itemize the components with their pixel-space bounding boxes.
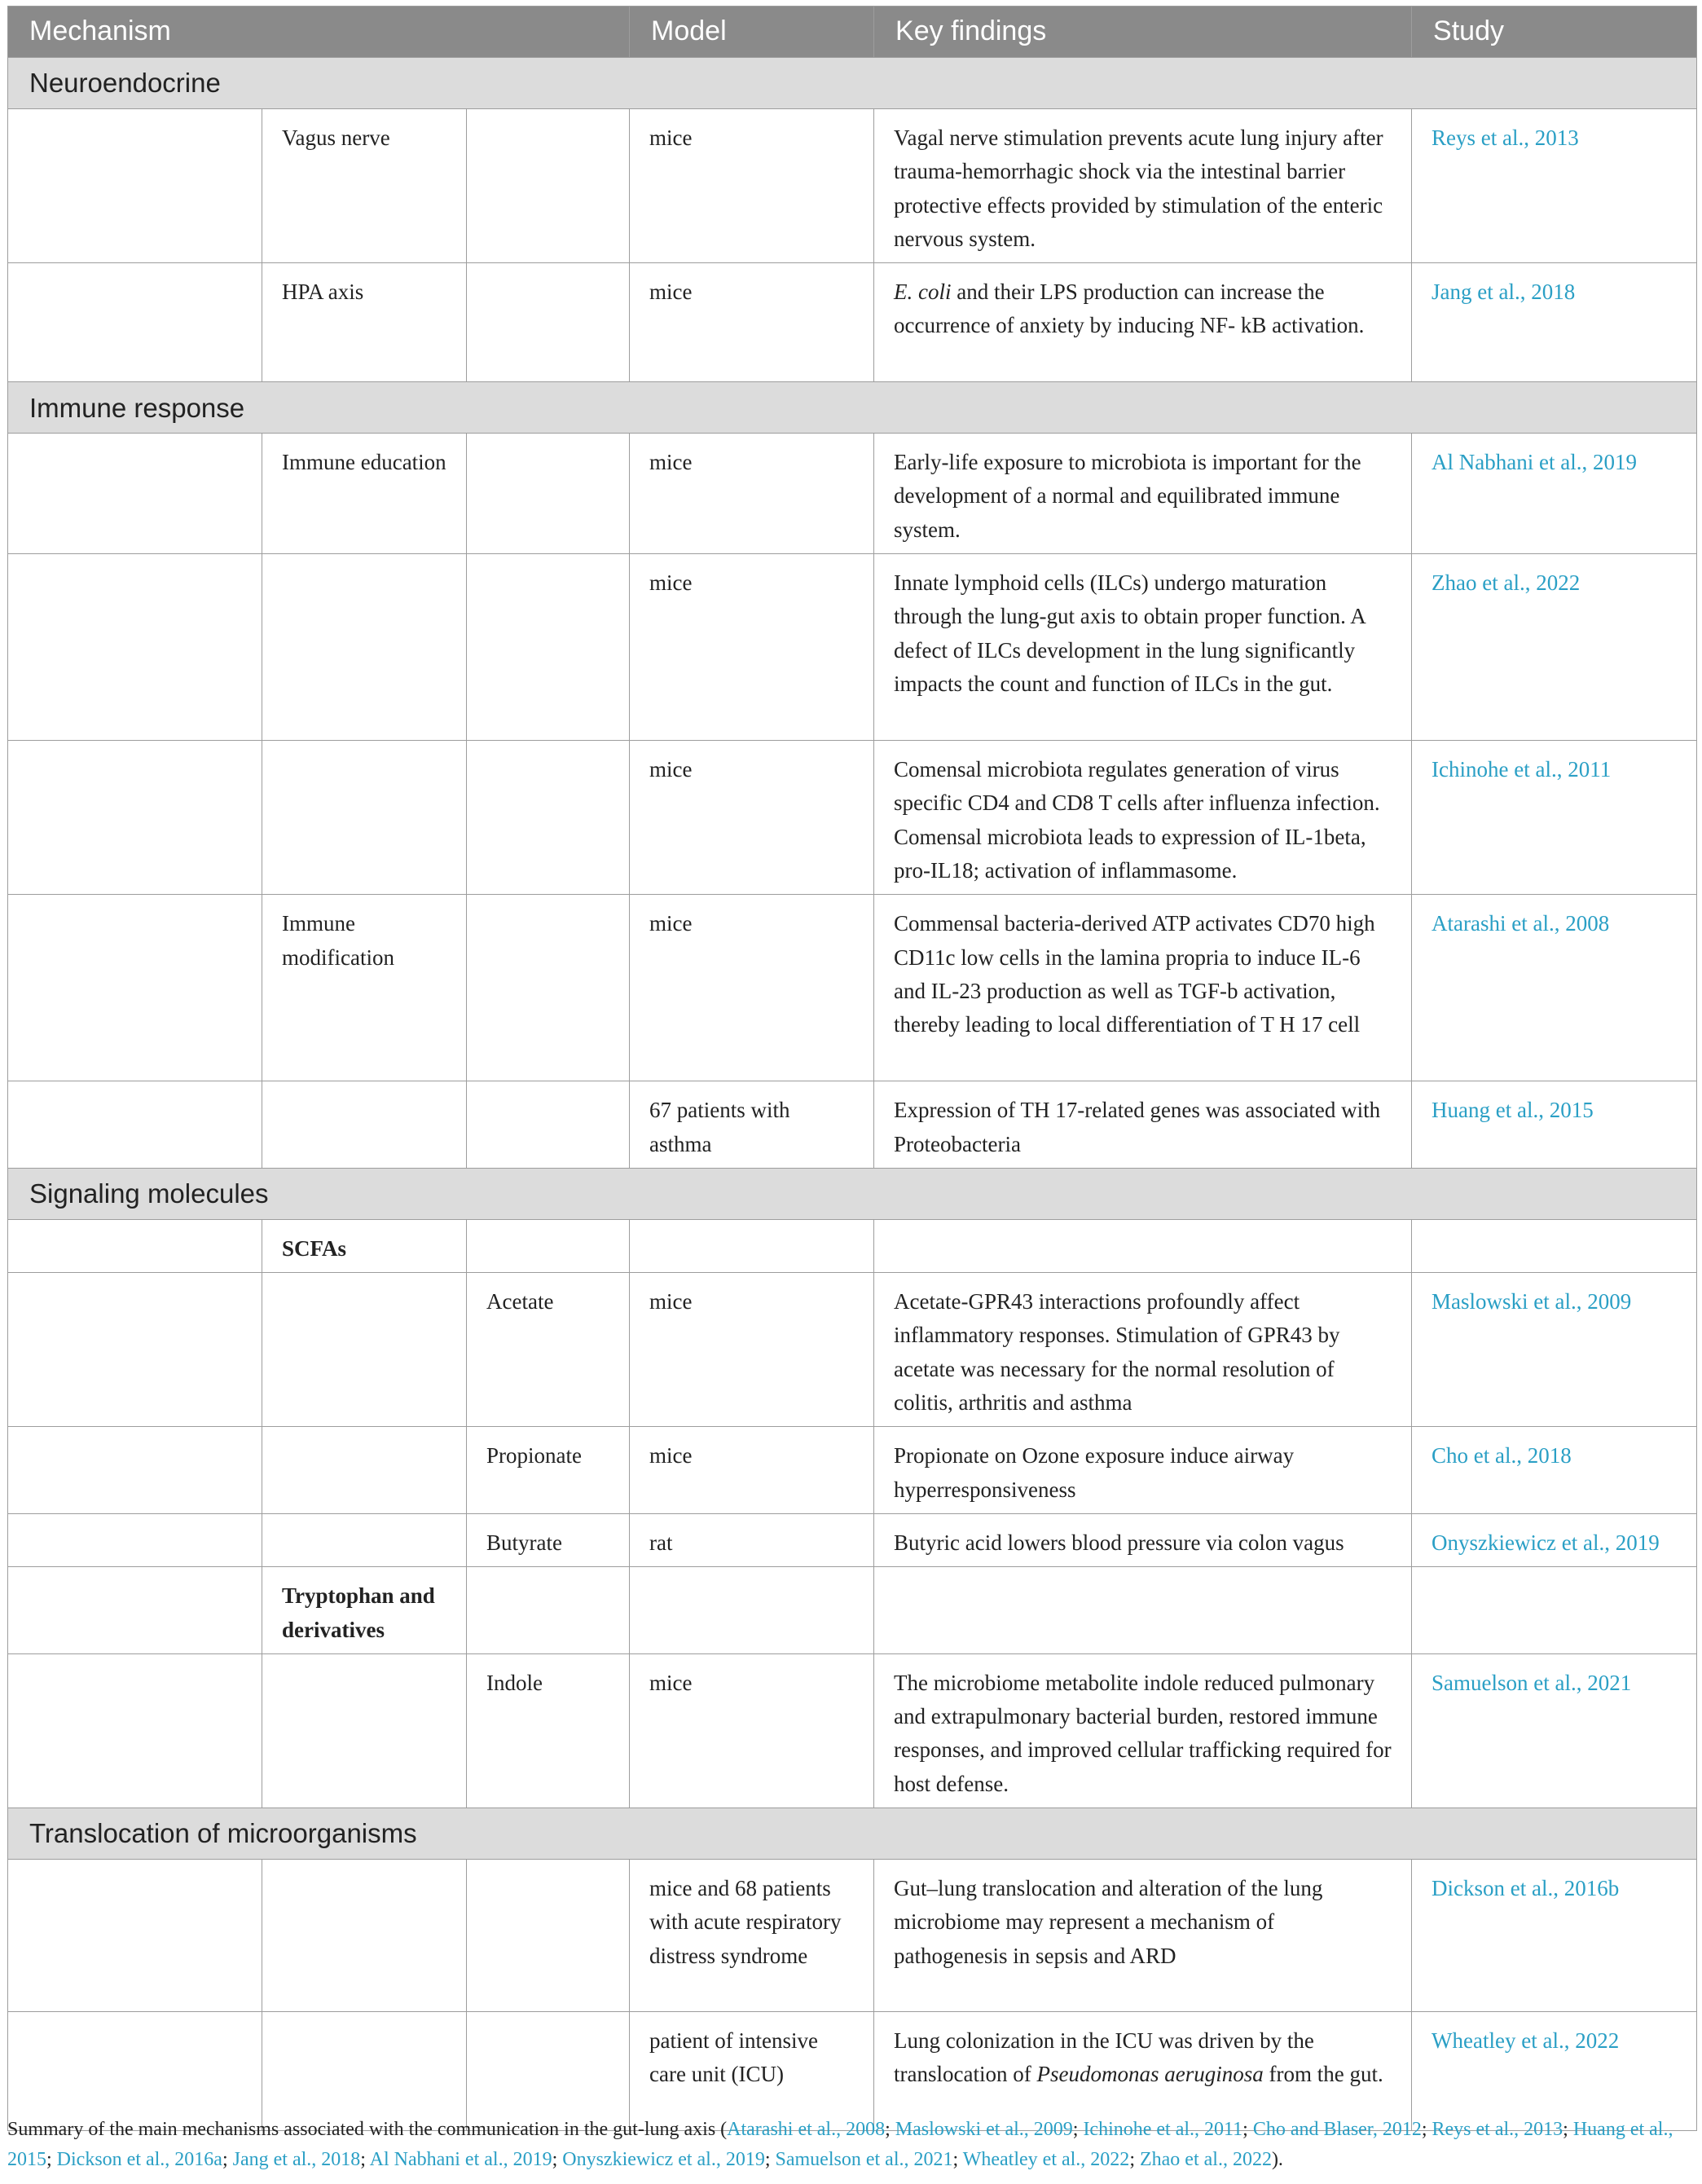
mechanism-subsub: Acetate: [467, 1273, 630, 1427]
cell-empty: [262, 1273, 467, 1427]
cell-empty: [1412, 1567, 1697, 1654]
model-cell: 67 patients with asthma: [630, 1081, 874, 1169]
model-cell: mice: [630, 109, 874, 263]
cell-empty: [262, 1653, 467, 1808]
finding-cell: Comensal microbiota regulates generation of virus specific CD4 and CD8 T cells after influenza infection. Comensal microbiota leads to expression of IL-1beta, pro-IL18; activation of inflammasome.: [874, 741, 1412, 895]
section-row: [8, 58, 1697, 109]
cell-empty: [8, 1513, 262, 1566]
study-link[interactable]: Samuelson et al., 2021: [1412, 1653, 1697, 1808]
cell-empty: [262, 1513, 467, 1566]
model-cell: mice and 68 patients with acute respiratory distress syndrome: [630, 1860, 874, 2012]
mechanism-subsub: Propionate: [467, 1427, 630, 1514]
finding-italic: Pseudomonas aeruginosa: [1036, 2062, 1264, 2087]
study-link[interactable]: Huang et al., 2015: [1412, 1081, 1697, 1169]
finding-cell: Vagal nerve stimulation prevents acute lung injury after trauma-hemorrhagic shock via the intestinal barrier protective effects provided by stimulation of the enteric nervous system.: [874, 109, 1412, 263]
finding-cell: Propionate on Ozone exposure induce airway hyperresponsiveness: [874, 1427, 1412, 1514]
cell-empty: [8, 1860, 262, 2012]
study-link[interactable]: Reys et al., 2013: [1412, 109, 1697, 263]
table-row: [8, 895, 1697, 1081]
caption-separator: ;: [952, 2149, 963, 2170]
caption-citation-link[interactable]: Reys et al., 2013: [1432, 2119, 1563, 2140]
table-caption: [7, 2115, 1696, 2175]
cell-empty: [8, 1653, 262, 1808]
header-model: Model: [630, 7, 874, 58]
caption-citation-link[interactable]: Atarashi et al., 2008: [727, 2119, 886, 2140]
caption-citation-link[interactable]: Cho and Blaser, 2012: [1252, 2119, 1422, 2140]
caption-suffix: ).: [1271, 2149, 1283, 2170]
cell-empty: [874, 1567, 1412, 1654]
cell-empty: [262, 1860, 467, 2012]
caption-separator: ;: [1421, 2119, 1432, 2140]
caption-separator: ;: [222, 2149, 233, 2170]
model-cell: mice: [630, 1427, 874, 1514]
finding-text: Lung colonization in the ICU was driven by the translocation of: [894, 2028, 1314, 2087]
table-row: [8, 1513, 1697, 1566]
cell-empty: [8, 1219, 262, 1272]
header-study: Study: [1412, 7, 1697, 58]
cell-empty: [8, 895, 262, 1081]
finding-text: and their LPS production can increase the occurrence of anxiety by inducing NF- kB activation.: [894, 280, 1365, 338]
mechanism-sub: Vagus nerve: [262, 109, 467, 263]
header-mechanism: Mechanism: [8, 7, 630, 58]
finding-italic: E. coli: [894, 280, 952, 305]
cell-empty: [262, 2012, 467, 2131]
finding-cell: [874, 2012, 1412, 2131]
study-link[interactable]: Wheatley et al., 2022: [1412, 2012, 1697, 2131]
cell-empty: [467, 1567, 630, 1654]
caption-separator: ;: [1072, 2119, 1084, 2140]
section-row: [8, 1808, 1697, 1860]
mechanism-sub-heading: Tryptophan and derivatives: [262, 1567, 467, 1654]
finding-cell: Early-life exposure to microbiota is important for the development of a normal and equilibrated immune system.: [874, 434, 1412, 554]
cell-empty: [8, 1081, 262, 1169]
cell-empty: [8, 2012, 262, 2131]
header-row: [8, 7, 1697, 58]
table-row: [8, 1860, 1697, 2012]
study-link[interactable]: Cho et al., 2018: [1412, 1427, 1697, 1514]
caption-separator: ;: [1129, 2149, 1140, 2170]
caption-citation-link[interactable]: Samuelson et al., 2021: [775, 2149, 953, 2170]
caption-separator: ;: [764, 2149, 776, 2170]
caption-citation-link[interactable]: Zhao et al., 2022: [1139, 2149, 1272, 2170]
table-row: [8, 434, 1697, 554]
model-cell: mice: [630, 1273, 874, 1427]
table-row: [8, 1273, 1697, 1427]
cell-empty: [8, 1273, 262, 1427]
caption-prefix: Summary of the main mechanisms associated with the communication in the gut-lung axis (: [7, 2119, 728, 2140]
cell-empty: [874, 1219, 1412, 1272]
table-row: [8, 1427, 1697, 1514]
cell-empty: [8, 434, 262, 554]
mechanism-subsub: Butyrate: [467, 1513, 630, 1566]
study-link[interactable]: Maslowski et al., 2009: [1412, 1273, 1697, 1427]
cell-empty: [8, 554, 262, 741]
finding-cell: The microbiome metabolite indole reduced pulmonary and extrapulmonary bacterial burden, restored immune responses, and improved cellular trafficking required for host defense.: [874, 1653, 1412, 1808]
cell-empty: [467, 434, 630, 554]
caption-separator: ;: [1242, 2119, 1253, 2140]
mechanism-sub-heading: SCFAs: [262, 1219, 467, 1272]
caption-citation-link[interactable]: Wheatley et al., 2022: [962, 2149, 1130, 2170]
caption-separator: ;: [885, 2119, 895, 2140]
section-row: [8, 1168, 1697, 1219]
caption-citation-link[interactable]: Al Nabhani et al., 2019: [369, 2149, 552, 2170]
cell-empty: [467, 1081, 630, 1169]
study-link[interactable]: Atarashi et al., 2008: [1412, 895, 1697, 1081]
cell-empty: [8, 1567, 262, 1654]
cell-empty: [8, 263, 262, 382]
caption-citation-link[interactable]: Onyszkiewicz et al., 2019: [562, 2149, 765, 2170]
section-signaling-molecules: Signaling molecules: [8, 1168, 1697, 1219]
finding-cell: Commensal bacteria-derived ATP activates CD70 high CD11c low cells in the lamina propria to induce IL-6 and IL-23 production as well as TGF-b activation, thereby leading to local differentiation of T H 17 cell: [874, 895, 1412, 1081]
mechanisms-table: [7, 6, 1697, 2131]
section-immune-response: Immune response: [8, 382, 1697, 434]
model-cell: mice: [630, 1653, 874, 1808]
header-key-findings: Key findings: [874, 7, 1412, 58]
section-neuroendocrine: Neuroendocrine: [8, 58, 1697, 109]
model-cell: rat: [630, 1513, 874, 1566]
table-row: [8, 1567, 1697, 1654]
table-row: [8, 741, 1697, 895]
cell-empty: [467, 2012, 630, 2131]
cell-empty: [262, 554, 467, 741]
cell-empty: [262, 741, 467, 895]
model-cell: mice: [630, 741, 874, 895]
cell-empty: [1412, 1219, 1697, 1272]
caption-citation-link[interactable]: Dickson et al., 2016a: [56, 2149, 222, 2170]
caption-separator: ;: [552, 2149, 563, 2170]
table-row: [8, 1653, 1697, 1808]
mechanism-sub: Immune modification: [262, 895, 467, 1081]
caption-citation-link[interactable]: Ichinohe et al., 2011: [1083, 2119, 1243, 2140]
table-row: [8, 2012, 1697, 2131]
section-row: [8, 382, 1697, 434]
cell-empty: [8, 109, 262, 263]
cell-empty: [467, 1860, 630, 2012]
finding-cell: [874, 263, 1412, 382]
cell-empty: [262, 1427, 467, 1514]
cell-empty: [467, 109, 630, 263]
table-row: [8, 554, 1697, 741]
study-link[interactable]: Al Nabhani et al., 2019: [1412, 434, 1697, 554]
cell-empty: [262, 1081, 467, 1169]
model-cell: mice: [630, 263, 874, 382]
cell-empty: [467, 895, 630, 1081]
model-cell: mice: [630, 554, 874, 741]
cell-empty: [630, 1219, 874, 1272]
section-translocation: Translocation of microorganisms: [8, 1808, 1697, 1860]
cell-empty: [467, 554, 630, 741]
table-row: [8, 1219, 1697, 1272]
study-link[interactable]: Zhao et al., 2022: [1412, 554, 1697, 741]
caption-separator: ;: [46, 2149, 57, 2170]
caption-citation-link[interactable]: Jang et al., 2018: [232, 2149, 361, 2170]
study-link[interactable]: Dickson et al., 2016b: [1412, 1860, 1697, 2012]
caption-separator: ;: [360, 2149, 370, 2170]
finding-text: from the gut.: [1263, 2062, 1383, 2087]
finding-cell: Gut–lung translocation and alteration of the lung microbiome may represent a mechanism of pathogenesis in sepsis and ARD: [874, 1860, 1412, 2012]
finding-cell: Acetate-GPR43 interactions profoundly affect inflammatory responses. Stimulation of GPR43 by acetate was necessary for the normal resolution of colitis, arthritis and asthma: [874, 1273, 1412, 1427]
finding-cell: Butyric acid lowers blood pressure via colon vagus: [874, 1513, 1412, 1566]
mechanism-subsub: Indole: [467, 1653, 630, 1808]
cell-empty: [467, 263, 630, 382]
model-cell: mice: [630, 895, 874, 1081]
table-row: [8, 263, 1697, 382]
caption-citation-link[interactable]: Huang et al., 2015: [7, 2119, 1673, 2170]
finding-cell: Innate lymphoid cells (ILCs) undergo maturation through the lung-gut axis to obtain proper function. A defect of ILCs development in the lung significantly impacts the count and function of ILCs in the gut.: [874, 554, 1412, 741]
mechanism-sub: Immune education: [262, 434, 467, 554]
cell-empty: [630, 1567, 874, 1654]
finding-cell: Expression of TH 17-related genes was associated with Proteobacteria: [874, 1081, 1412, 1169]
table-row: [8, 109, 1697, 263]
caption-separator: ;: [1563, 2119, 1573, 2140]
model-cell: patient of intensive care unit (ICU): [630, 2012, 874, 2131]
model-cell: mice: [630, 434, 874, 554]
mechanism-sub: HPA axis: [262, 263, 467, 382]
cell-empty: [8, 741, 262, 895]
cell-empty: [8, 1427, 262, 1514]
cell-empty: [467, 741, 630, 895]
study-link[interactable]: Jang et al., 2018: [1412, 263, 1697, 382]
study-link[interactable]: Ichinohe et al., 2011: [1412, 741, 1697, 895]
caption-citation-link[interactable]: Maslowski et al., 2009: [895, 2119, 1073, 2140]
cell-empty: [467, 1219, 630, 1272]
table-row: [8, 1081, 1697, 1169]
study-link[interactable]: Onyszkiewicz et al., 2019: [1412, 1513, 1697, 1566]
